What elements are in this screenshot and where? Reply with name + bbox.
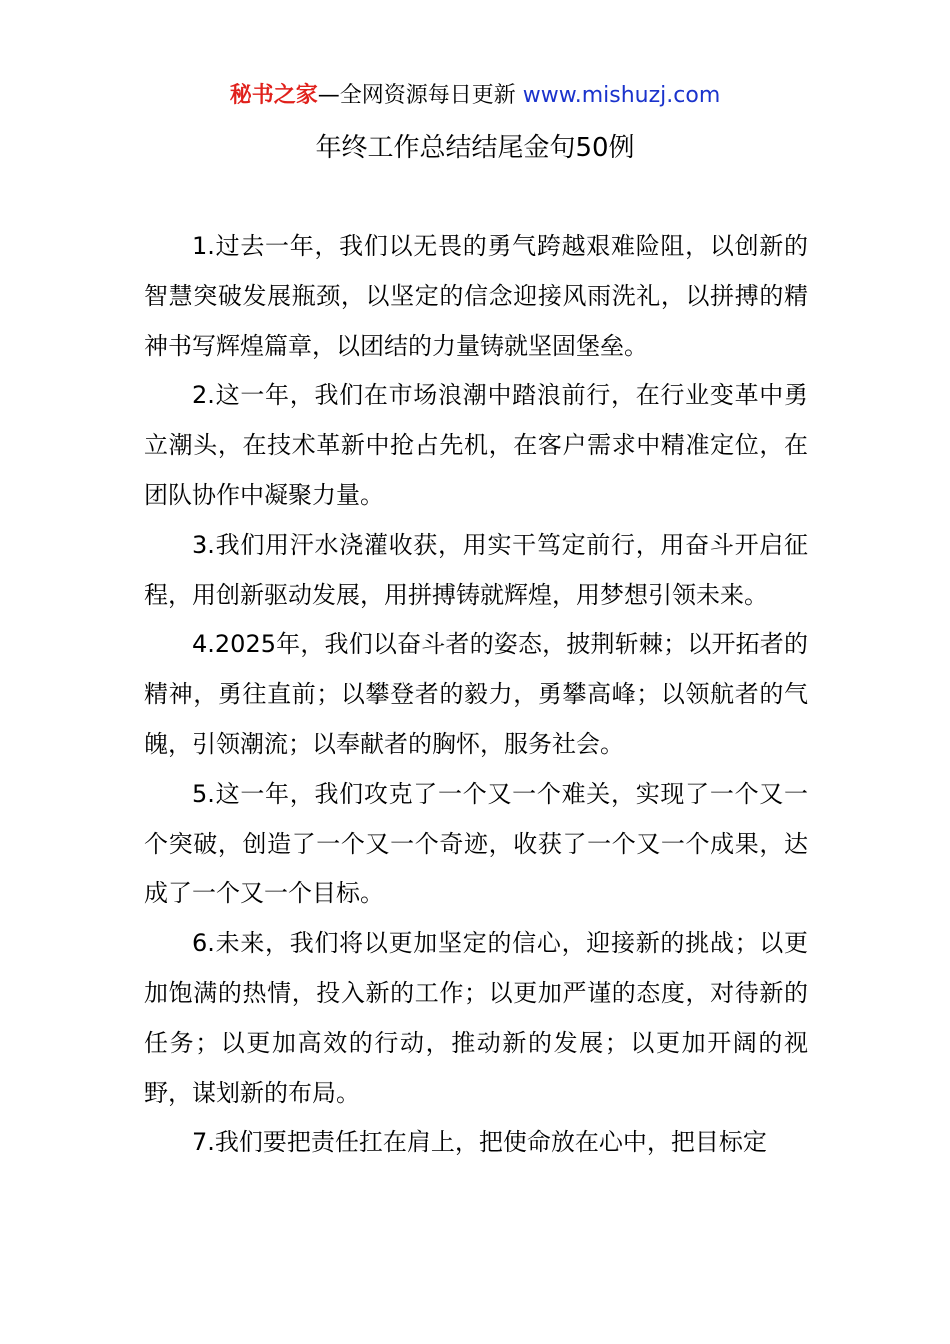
paragraph-7: 7.我们要把责任扛在肩上，把使命放在心中，把目标定 bbox=[192, 1128, 767, 1157]
paragraph-4: 4.2025年，我们以奋斗者的姿态，披荆斩棘；以开拓者的精神，勇往直前；以攀登者的毅力，勇攀高峰；以领航者的气魄，引领潮流；以奉献者的胸怀，服务社会。 bbox=[144, 630, 808, 758]
paragraph-5: 5.这一年，我们攻克了一个又一个难关，实现了一个又一个突破，创造了一个又一个奇迹，收获了一个又一个成果，达成了一个又一个目标。 bbox=[144, 779, 808, 908]
paragraph-6: 6.未来，我们将以更加坚定的信心，迎接新的挑战；以更加饱满的热情，投入新的工作；以更加严谨的态度，对待新的任务；以更加高效的行动，推动新的发展；以更加开阔的视野，谋划新的布局。 bbox=[144, 929, 808, 1107]
paragraph-1: 1.过去一年，我们以无畏的勇气跨越艰难险阻，以创新的智慧突破发展瓶颈，以坚定的信念迎接风雨洗礼，以拼搏的精神书写辉煌篇章，以团结的力量铸就坚固堡垒。 bbox=[144, 232, 808, 360]
document-body bbox=[144, 222, 808, 1168]
paragraph-3: 3.我们用汗水浇灌收获，用实干笃定前行，用奋斗开启征程，用创新驱动发展，用拼搏铸就辉煌，用梦想引领未来。 bbox=[144, 530, 808, 609]
header-tagline: —全网资源每日更新 bbox=[317, 83, 523, 108]
brand-name: 秘书之家 bbox=[229, 83, 318, 108]
site-url-link[interactable]: www.mishuzj.com bbox=[522, 83, 721, 108]
document-title: 年终工作总结结尾金句50例 bbox=[315, 133, 635, 163]
paragraph-2: 2.这一年，我们在市场浪潮中踏浪前行，在行业变革中勇立潮头，在技术革新中抢占先机，在客户需求中精准定位，在团队协作中凝聚力量。 bbox=[144, 381, 808, 509]
site-header bbox=[0, 80, 950, 112]
